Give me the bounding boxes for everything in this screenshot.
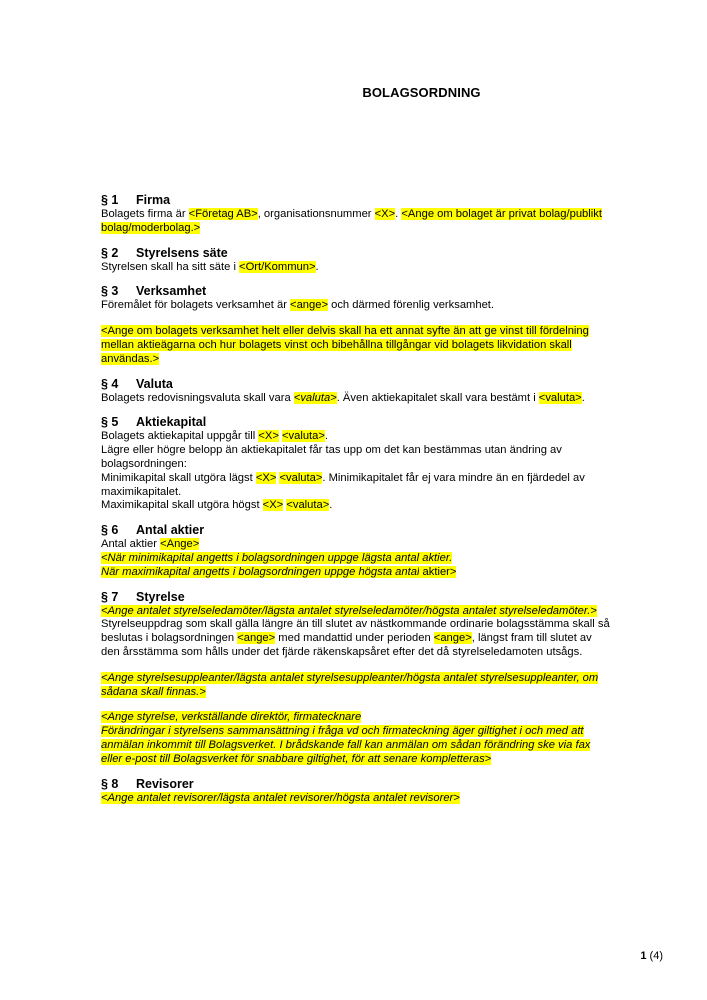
section-heading: § 6 Antal aktier (101, 523, 205, 538)
section-text (101, 711, 611, 725)
section-6 (101, 523, 611, 579)
section-text (101, 725, 611, 766)
instruction-highlight: <Ange styrelse, verkställande direktör, firmatecknare (101, 711, 362, 724)
section-1 (101, 193, 611, 236)
placeholder-highlight: <X> (374, 208, 396, 220)
section-text: Bolagets firma är <Företag AB>, organisationsnummer <X>. <Ange om bolaget är privat bolag/publikt bolag/moderbolag.> (101, 208, 602, 234)
section-text (101, 566, 611, 580)
instruction-highlight: Förändringar i styrelsens sammansättning i fråga vd och firmateckning äger giltighet i och med att anmälan inkommit till Bolagsverket. I brådskande fall kan anmälan om sådan förändring ske via fax eller e-post till Bolagsverket för snabbare giltighet, för att senare kompletteras> (101, 725, 591, 765)
section-text: Lägre eller högre belopp än aktiekapitalet får tas upp om det kan bestämmas utan ändring av bolagsordningen: (101, 444, 562, 470)
placeholder-highlight: <ange> (290, 299, 328, 312)
placeholder-highlight: <valuta> (293, 391, 337, 404)
section-text: Föremålet för bolagets verksamhet är <ange> och därmed förenlig verksamhet. (101, 299, 495, 312)
section-8 (101, 777, 611, 806)
section-text (101, 792, 611, 806)
placeholder-highlight: <X> (255, 471, 277, 484)
instruction-highlight: <Ange om bolagets verksamhet helt eller delvis skall ha ett annat syfte än att ge vinst till fördelning mellan aktieägarna och hur bolagets vinst och bibehållna tillgångar vid bolagets likvidation skall användas.> (101, 325, 589, 365)
instruction-highlight: aktier> (419, 565, 457, 578)
section-text (101, 325, 611, 366)
section-7 (101, 590, 611, 767)
instruction-highlight: <Ange om bolaget är privat bolag/publikt bolag/moderbolag.> (101, 208, 602, 234)
instruction-highlight: <Ange styrelsesuppleanter/lägsta antalet styrelsesuppleanter/högsta antalet styrelsesuppleanter, om sådana skall finnas.> (101, 671, 599, 698)
section-text: Styrelseuppdrag som skall gälla längre än till slutet av nästkommande ordinarie bolagsstämma skall så beslutas i bolagsordningen <ange> med mandattid under perioden <ange>, längst fram till slutet av den årsstämma som hålls under det fjärde räkenskapsåret efter det då styrelseledamoten utsågs. (101, 618, 610, 658)
placeholder-highlight: <X> (258, 430, 279, 443)
section-text: Bolagets aktiekapital uppgår till <X> <valuta>. (101, 430, 329, 443)
section-4 (101, 377, 611, 406)
page-number: 1 (4) (640, 950, 663, 962)
placeholder-highlight: <ange> (237, 632, 276, 645)
document-body (101, 193, 611, 815)
section-text: Bolagets redovisningsvaluta skall vara <valuta>. Även aktiekapitalet skall vara bestämt i <valuta>. (101, 391, 585, 404)
placeholder-highlight: <valuta> (281, 430, 325, 443)
section-5 (101, 415, 611, 513)
section-text (101, 552, 611, 566)
section-heading: § 4 Valuta (101, 376, 173, 391)
section-heading: § 2 Styrelsens säte (101, 245, 228, 260)
section-text (101, 672, 611, 700)
placeholder-highlight: <valuta> (286, 499, 330, 512)
instruction-highlight: När maximikapital angetts i bolagsordningen uppge högsta antal (101, 565, 420, 578)
placeholder-highlight: <Ort/Kommun> (239, 260, 316, 273)
section-heading: § 7 Styrelse (101, 589, 185, 604)
section-2 (101, 246, 611, 275)
placeholder-highlight: <Ange> (160, 538, 200, 551)
section-heading: § 1 Firma (101, 193, 171, 207)
placeholder-highlight: <valuta> (538, 391, 582, 404)
document-title: BOLAGSORDNING (362, 85, 481, 100)
section-heading: § 3 Verksamhet (101, 284, 207, 299)
instruction-highlight: <Ange antalet revisorer/lägsta antalet revisorer/högsta antalet revisorer> (101, 791, 460, 804)
section-text (101, 605, 611, 619)
section-text: Minimikapital skall utgöra lägst <X> <valuta>. Minimikapitalet får ej vara mindre än en fjärdedel av maximikapitalet. (101, 471, 585, 498)
section-text: Styrelsen skall ha sitt säte i <Ort/Kommun>. (101, 260, 319, 273)
placeholder-highlight: <Företag AB> (188, 208, 258, 220)
section-3 (101, 284, 611, 366)
section-text: Antal aktier <Ange> (101, 538, 200, 551)
section-heading: § 5 Aktiekapital (101, 415, 207, 430)
section-text: Maximikapital skall utgöra högst <X> <valuta>. (101, 499, 333, 512)
placeholder-highlight: <X> (262, 499, 284, 512)
placeholder-highlight: <valuta> (279, 471, 323, 484)
instruction-highlight: <När minimikapital angetts i bolagsordningen uppge lägsta antal aktier. (101, 551, 453, 564)
placeholder-highlight: <ange> (433, 632, 472, 645)
instruction-highlight: <Ange antalet styrelseledamöter/lägsta antalet styrelseledamöter/högsta antalet styrelseledamöter.> (101, 604, 597, 617)
section-heading: § 8 Revisorer (101, 776, 194, 791)
